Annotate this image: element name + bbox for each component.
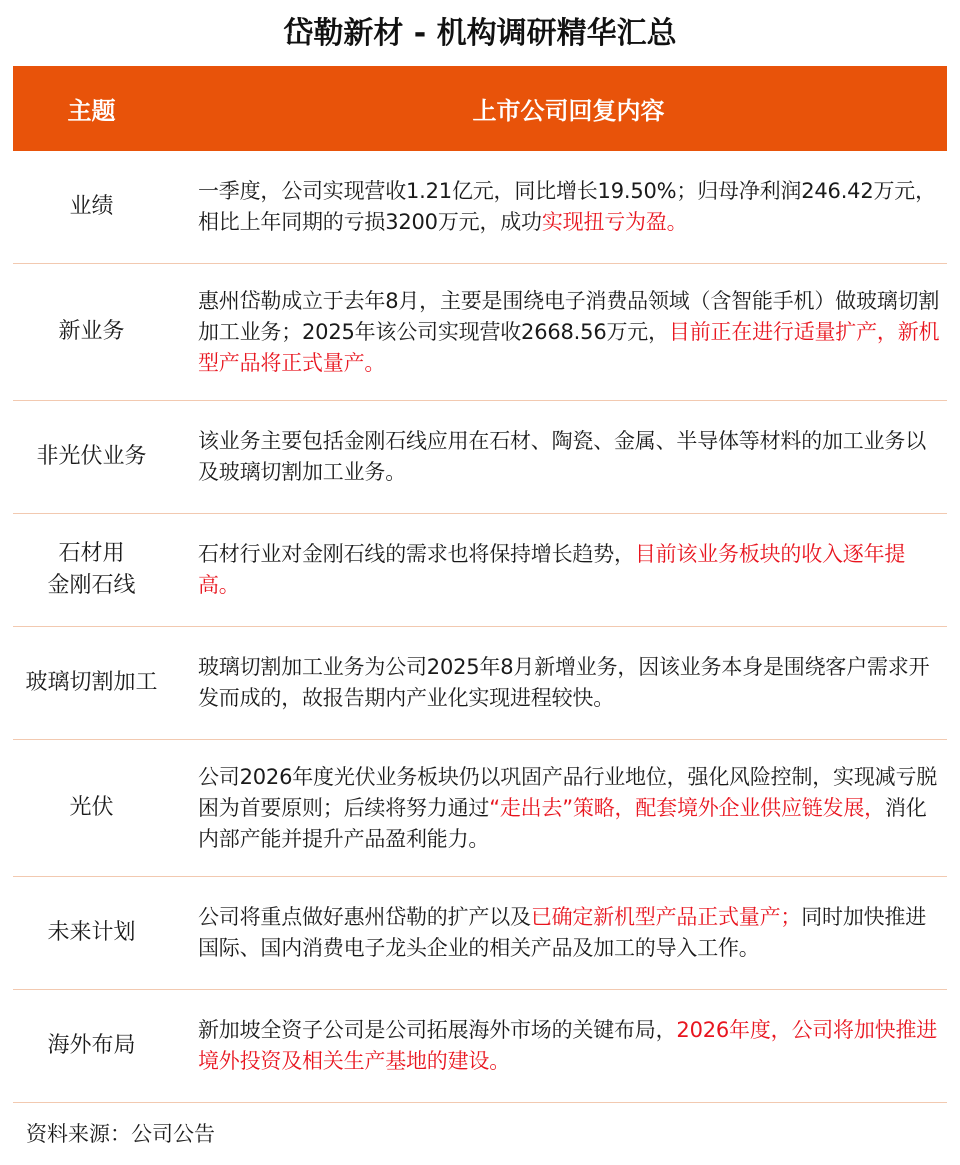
source-note: 资料来源：公司公告 — [26, 1122, 215, 1146]
row-content — [170, 902, 947, 964]
content-text: 同时加快推进国际、国内消费电子龙头企业的相关产品及加工的导入工作。 — [198, 905, 927, 960]
highlighted-text: 实现扭亏为盈。 — [541, 210, 688, 234]
header-topic: 主题 — [67, 97, 116, 125]
content-text: 玻璃切割加工业务为公司2025年8月新增业务，因该业务本身是围绕客户需求开发而成的，故报告期内产业化实现进程较快。 — [198, 655, 930, 710]
table-row — [13, 877, 947, 990]
highlighted-text: 目前该业务板块的收入逐年提高。 — [198, 542, 906, 597]
highlighted-text: 2026年度，公司将加快推进境外投资及相关生产基地的建设。 — [198, 1018, 938, 1073]
content-text: 惠州岱勒成立于去年8月，主要是围绕电子消费品领域（含智能手机）做玻璃切割加工业务；2025年该公司实现营收2668.56万元， — [198, 288, 940, 344]
row-topic: 非光伏业务 — [36, 444, 147, 469]
row-content — [170, 652, 947, 714]
table-header — [13, 66, 947, 151]
table-row — [13, 514, 947, 627]
row-topic: 海外布局 — [47, 1033, 136, 1058]
content-text: 一季度，公司实现营收1.21亿元，同比增长19.50%；归母净利润246.42万元，相比上年同期的亏损3200万元，成功 — [198, 179, 936, 234]
row-content — [170, 539, 947, 601]
content-text: 公司2026年度光伏业务板块仍以巩固产品行业地位，强化风险控制，实现减亏脱困为首要原则；后续将努力通过 — [198, 764, 938, 820]
row-topic: 未来计划 — [47, 920, 136, 945]
row-topic: 业绩 — [69, 194, 114, 219]
row-topic: 新业务 — [58, 319, 125, 344]
row-content — [170, 286, 947, 379]
highlighted-text: 目前正在进行适量扩产，新机型产品将正式量产。 — [198, 319, 940, 375]
row-content — [170, 176, 947, 238]
highlighted-text: “走出去”策略，配套境外企业供应链发展， — [489, 795, 885, 820]
row-content — [170, 1015, 947, 1077]
row-content — [170, 762, 947, 855]
content-text: 新加坡全资子公司是公司拓展海外市场的关键布局， — [198, 1018, 677, 1042]
table-row — [13, 401, 947, 514]
row-topic: 玻璃切割加工 — [25, 670, 158, 695]
table-row — [13, 627, 947, 740]
content-text: 该业务主要包括金刚石线应用在石材、陶瓷、金属、半导体等材料的加工业务以及玻璃切割加工业务。 — [198, 429, 926, 484]
table-body — [13, 151, 947, 1103]
table-row — [13, 990, 947, 1103]
content-text: 石材行业对金刚石线的需求也将保持增长趋势， — [198, 542, 635, 566]
row-topic: 光伏 — [69, 795, 114, 820]
research-summary-table — [13, 66, 947, 1103]
row-topic: 石材用 金刚石线 — [47, 541, 136, 598]
highlighted-text: 已确定新机型产品正式量产； — [530, 905, 802, 929]
content-text: 公司将重点做好惠州岱勒的扩产以及 — [198, 905, 531, 929]
table-row — [13, 264, 947, 401]
row-content — [170, 426, 947, 488]
header-content: 上市公司回复内容 — [472, 97, 665, 125]
table-row — [13, 151, 947, 264]
page-title: 岱勒新材 - 机构调研精华汇总 — [283, 16, 677, 51]
table-row — [13, 740, 947, 877]
content-text: 消化内部产能并提升产品盈利能力。 — [198, 795, 927, 851]
